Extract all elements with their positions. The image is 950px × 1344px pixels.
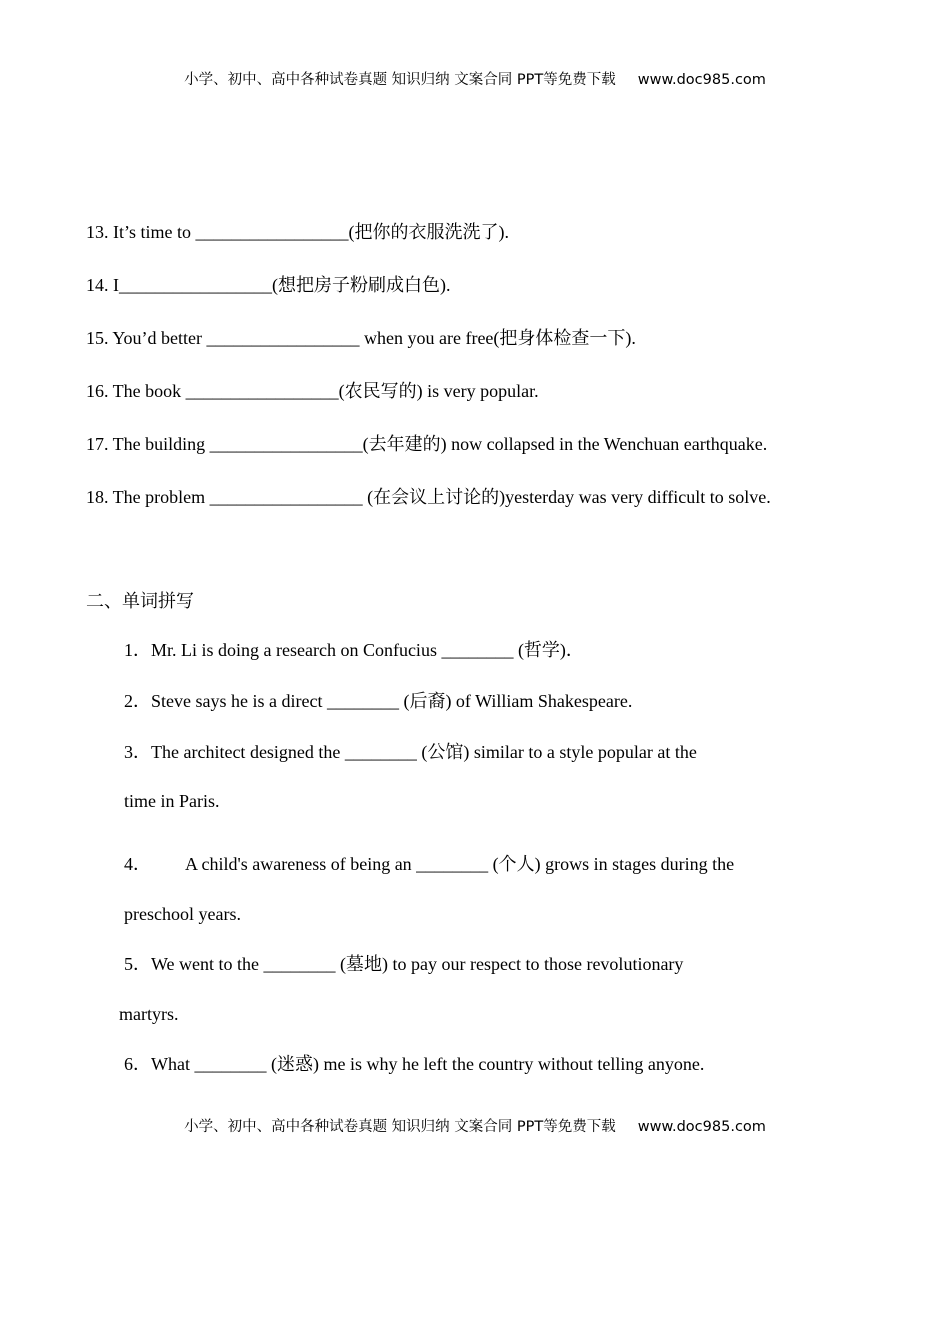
translation-item-14: 14. I_________________(想把房子粉刷成白色). [86,275,451,295]
spelling-item-3: 3．The architect designed the ________ (公馆) similar to a style popular at the [124,742,697,762]
footer-url[interactable]: www.doc985.com [637,1119,766,1135]
spelling-item-2: 2．Steve says he is a direct ________ (后裔) of William Shakespeare. [124,691,633,711]
spelling-item-5-cont: martyrs. [119,1004,179,1024]
translation-item-16: 16. The book _________________(农民写的) is very popular. [86,381,539,401]
footer-text: 小学、初中、高中各种试卷真题 知识归纳 文案合同 PPT等免费下载 [184,1119,616,1135]
spelling-item-4: A child's awareness of being an ________ (个人) grows in stages during the [185,854,735,874]
translation-item-18: 18. The problem _________________ (在会议上讨论的)yesterday was very difficult to solve. [86,487,771,507]
header-text: 小学、初中、高中各种试卷真题 知识归纳 文案合同 PPT等免费下载 [184,72,616,88]
spelling-item-5: 5．We went to the ________ (墓地) to pay our respect to those revolutionary [124,954,684,974]
page-footer [0,1115,950,1136]
spelling-item-3-cont: time in Paris. [124,791,220,811]
translation-item-15: 15. You’d better _________________ when you are free(把身体检查一下). [86,328,636,348]
spelling-item-1: 1．Mr. Li is doing a research on Confucius ________ (哲学)． [124,640,584,660]
translation-item-13: 13. It’s time to _________________(把你的衣服洗洗了). [86,222,509,242]
page-header [0,68,950,89]
section-title: 二、单词拼写 [86,591,194,611]
translation-item-17: 17. The building _________________(去年建的) now collapsed in the Wenchuan earthquake. [86,434,768,454]
header-url[interactable]: www.doc985.com [637,72,766,88]
spelling-item-4-number: 4． [124,854,151,874]
spelling-item-4-cont: preschool years. [124,904,241,924]
spelling-item-6: 6．What ________ (迷惑) me is why he left the country without telling anyone. [124,1054,705,1074]
